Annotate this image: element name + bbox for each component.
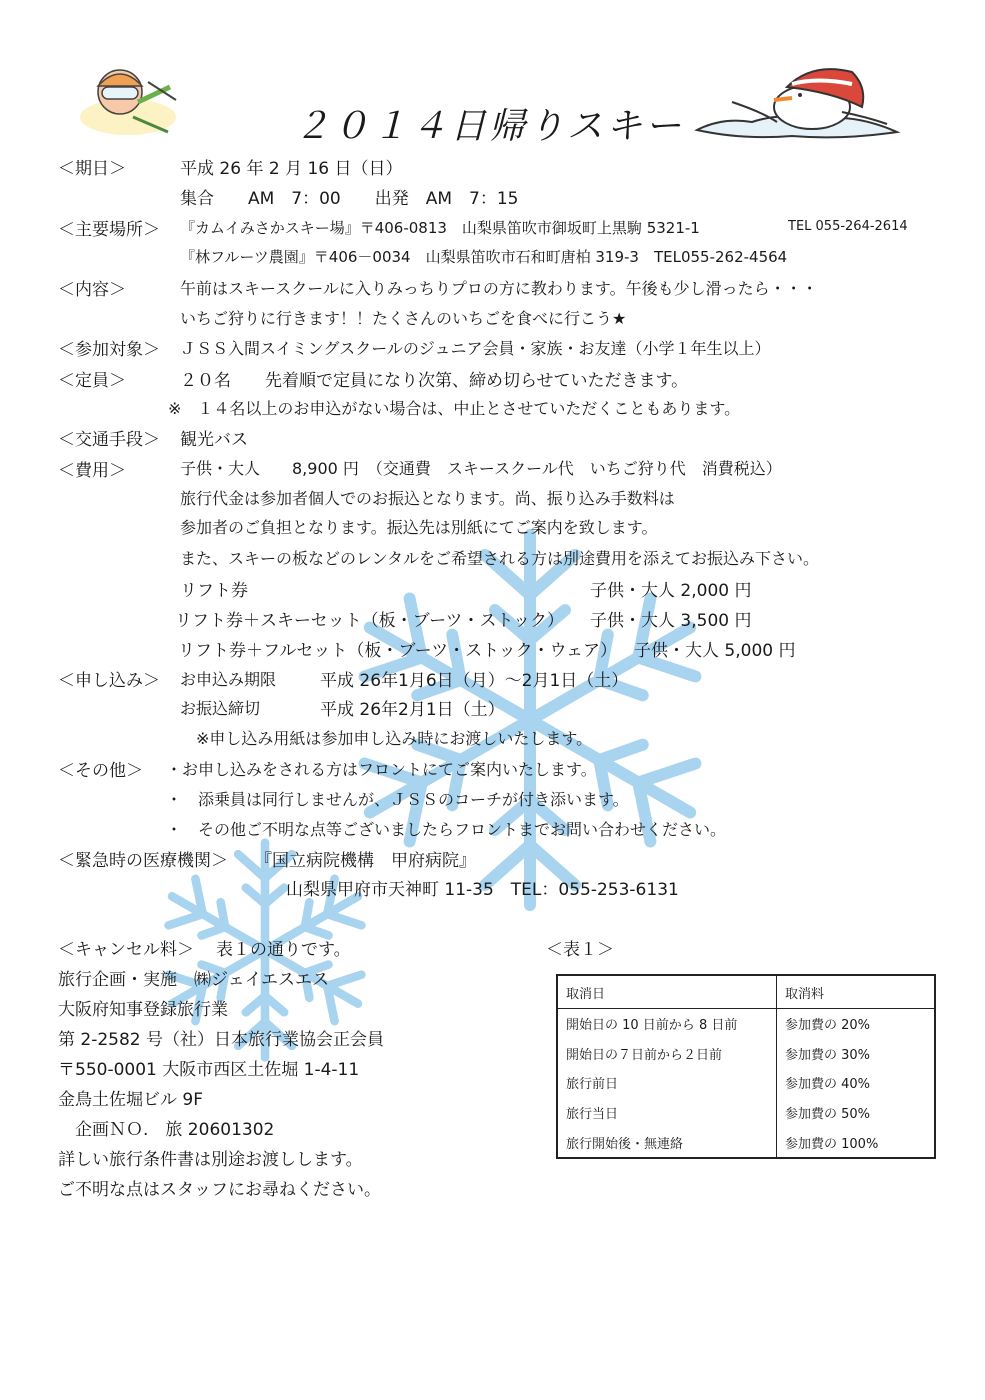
content-line-1: 午前はスキースクールに入りみっちりプロの方に教わります。午後も少し滑ったら・・・ — [180, 279, 818, 298]
table-cell: 参加費の 40% — [777, 1068, 936, 1098]
table-row — [557, 1068, 935, 1098]
apply-label: ＜申し込み＞ — [58, 671, 160, 691]
table-row — [557, 1009, 935, 1039]
table-header-fee: 取消料 — [777, 975, 936, 1009]
apply-period-label: お申込み期限 — [180, 670, 277, 689]
cancel-label: ＜キャンセル料＞ — [58, 940, 194, 960]
content-label: ＜内容＞ — [58, 280, 126, 300]
organizer-line: 金鳥土佐堀ビル 9F — [58, 1090, 203, 1110]
table-cell: 参加費の 100% — [777, 1127, 936, 1158]
transport-label: ＜交通手段＞ — [58, 430, 160, 450]
rental-item: リフト券＋フルセット（板・ブーツ・ストック・ウェア） — [178, 641, 617, 661]
table-cell: 参加費の 30% — [777, 1039, 936, 1069]
apply-note: ※申し込み用紙は参加申し込み時にお渡しいたします。 — [196, 729, 593, 748]
rental-price: 子供・大人 2,000 円 — [590, 581, 752, 601]
table-row — [557, 1127, 935, 1158]
table-cell: 開始日の 10 日前から 8 日前 — [557, 1009, 777, 1039]
emergency-hospital-name: 『国立病院機構 甲府病院』 — [255, 851, 476, 871]
cost-line-4: また、スキーの板などのレンタルをご希望される方は別途費用を添えてお振込み下さい。 — [180, 549, 819, 568]
cost-line-3: 参加者のご負担となります。振込先は別紙にてご案内を致します。 — [180, 518, 658, 537]
rental-price: 子供・大人 3,500 円 — [590, 611, 752, 631]
apply-period: 平成 26年1月6日（月）～2月1日（土） — [320, 671, 629, 691]
table-cell: 旅行当日 — [557, 1098, 777, 1128]
other-item: ・ 添乗員は同行しませんが、ＪＳＳのコーチが付き添います。 — [166, 790, 629, 809]
cancel-fee-table — [556, 974, 936, 1159]
organizer-line: 大阪府知事登録旅行業 — [58, 1000, 228, 1020]
venue-fruit-farm: 『林フルーツ農園』〒406－0034 山梨県笛吹市石和町唐柏 319-3 TEL055-262-4564 — [180, 248, 788, 266]
cancel-text: 表１の通りです。 — [216, 940, 351, 960]
organizer-line: 詳しい旅行条件書は別途お渡しします。 — [58, 1150, 363, 1170]
table-row — [557, 1039, 935, 1069]
venue-ski-resort: 『カムイみさかスキー場』〒406-0813 山梨県笛吹市御坂町上黒駒 5321-1 — [180, 219, 700, 237]
other-label: ＜その他＞ — [58, 761, 143, 781]
target-label: ＜参加対象＞ — [58, 340, 160, 360]
schedule-date: 平成 26 年 2 月 16 日（日） — [180, 159, 403, 179]
rental-item: リフト券 — [180, 581, 248, 601]
apply-payment-label: お振込締切 — [180, 699, 261, 718]
venue-ski-resort-tel: TEL 055-264-2614 — [788, 219, 908, 234]
capacity-text: ２０名 先着順で定員になり次第、締め切らせていただきます。 — [180, 371, 689, 391]
table-cell: 旅行前日 — [557, 1068, 777, 1098]
emergency-address: 山梨県甲府市天神町 11-35 TEL：055-253-6131 — [286, 880, 679, 900]
rental-price: 子供・大人 5,000 円 — [634, 641, 796, 661]
cost-line-2: 旅行代金は参加者個人でのお振込となります。尚、振り込み手数料は — [180, 489, 675, 508]
cost-label: ＜費用＞ — [58, 461, 126, 481]
content-line-2: いちご狩りに行きます！！たくさんのいちごを食べに行こう★ — [180, 309, 627, 328]
other-item: ・お申し込みをされる方はフロントにてご案内いたします。 — [166, 760, 597, 779]
apply-payment: 平成 26年2月1日（土） — [320, 700, 505, 720]
table-header-date: 取消日 — [557, 975, 777, 1009]
table-cell: 参加費の 50% — [777, 1098, 936, 1128]
organizer-line: 第 2-2582 号（社）日本旅行業協会正会員 — [58, 1030, 385, 1050]
organizer-line: 〒550-0001 大阪市西区土佐堀 1-4-11 — [58, 1060, 360, 1080]
transport-text: 観光バス — [180, 430, 248, 450]
organizer-line: 旅行企画・実施 ㈱ジェイエスエス — [58, 970, 329, 990]
rental-item: リフト券＋スキーセット（板・ブーツ・ストック） — [175, 611, 564, 631]
skier-illustration — [78, 62, 183, 137]
snowman-illustration — [692, 62, 907, 142]
table-row — [557, 1098, 935, 1128]
organizer-line: 企画ＮＯ. 旅 20601302 — [58, 1120, 275, 1140]
cost-line-1: 子供・大人 8,900 円 （交通費 スキースクール代 いちご狩り代 消費税込） — [180, 459, 782, 478]
target-text: ＪＳＳ入間スイミングスクールのジュニア会員・家族・お友達（小学１年生以上） — [180, 339, 771, 358]
cancel-table-title: ＜表１＞ — [546, 940, 614, 960]
page-title: ２０１４日帰りスキー — [294, 106, 685, 147]
table-cell: 旅行開始後・無連絡 — [557, 1127, 777, 1158]
table-cell: 参加費の 20% — [777, 1009, 936, 1039]
capacity-note: ※ １４名以上のお申込がない場合は、中止とさせていただくこともあります。 — [168, 399, 741, 418]
other-item: ・ その他ご不明な点等ございましたらフロントまでお問い合わせください。 — [166, 820, 727, 839]
schedule-label: ＜期日＞ — [58, 159, 126, 179]
capacity-label: ＜定員＞ — [58, 371, 126, 391]
table-cell: 開始日の７日前から２日前 — [557, 1039, 777, 1069]
emergency-label: ＜緊急時の医療機関＞ — [58, 851, 228, 871]
venues-label: ＜主要場所＞ — [58, 220, 160, 240]
organizer-line: ご不明な点はスタッフにお尋ねください。 — [58, 1180, 381, 1200]
table-header-row — [557, 975, 935, 1009]
schedule-time: 集合 AM 7：00 出発 AM 7：15 — [180, 189, 519, 209]
